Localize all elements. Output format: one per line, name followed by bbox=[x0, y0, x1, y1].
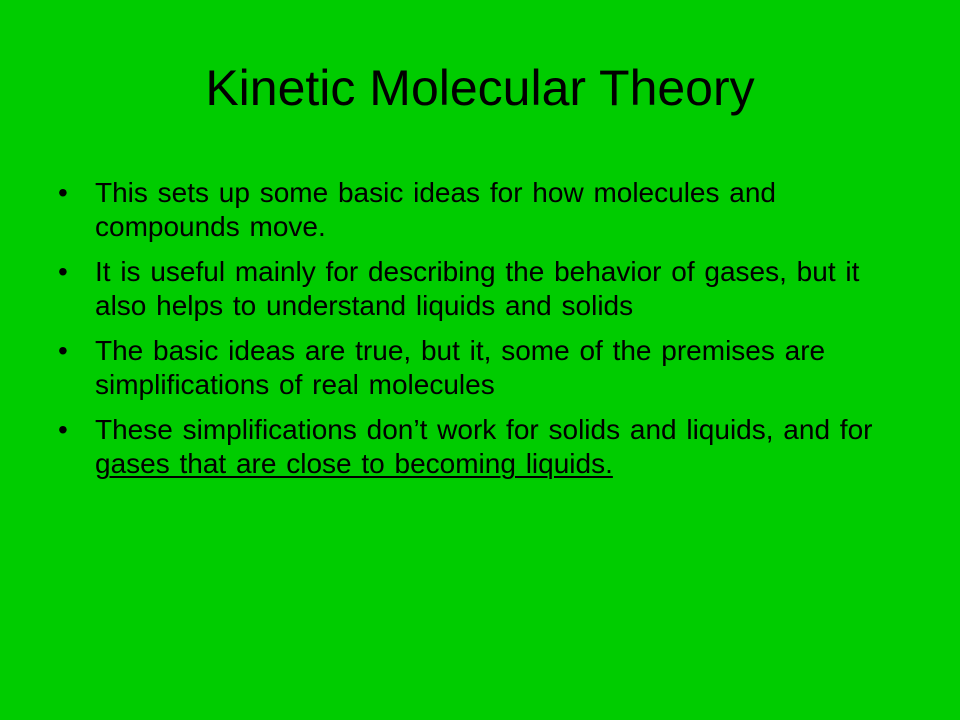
bullet-item bbox=[58, 176, 908, 244]
bullet-text-plain: These simplifications don’t work for solids and liquids, and for bbox=[95, 414, 873, 445]
bullet-item bbox=[58, 255, 908, 323]
underlined-text: gases that are close to becoming liquids. bbox=[95, 448, 613, 479]
bullet-marker: • bbox=[58, 335, 68, 366]
bullet-marker: • bbox=[58, 414, 68, 445]
bullet-marker: • bbox=[58, 256, 68, 287]
bullet-marker: • bbox=[58, 177, 68, 208]
bullet-item bbox=[58, 334, 908, 402]
bullet-text: This sets up some basic ideas for how molecules and compounds move. bbox=[95, 177, 776, 242]
bullet-list bbox=[58, 176, 908, 492]
bullet-text: It is useful mainly for describing the behavior of gases, but it also helps to understand liquids and solids bbox=[95, 256, 860, 321]
slide-title: Kinetic Molecular Theory bbox=[205, 60, 755, 116]
bullet-text: The basic ideas are true, but it, some of the premises are simplifications of real molecules bbox=[95, 335, 826, 400]
bullet-item bbox=[58, 413, 908, 481]
bullet-text bbox=[95, 414, 872, 479]
